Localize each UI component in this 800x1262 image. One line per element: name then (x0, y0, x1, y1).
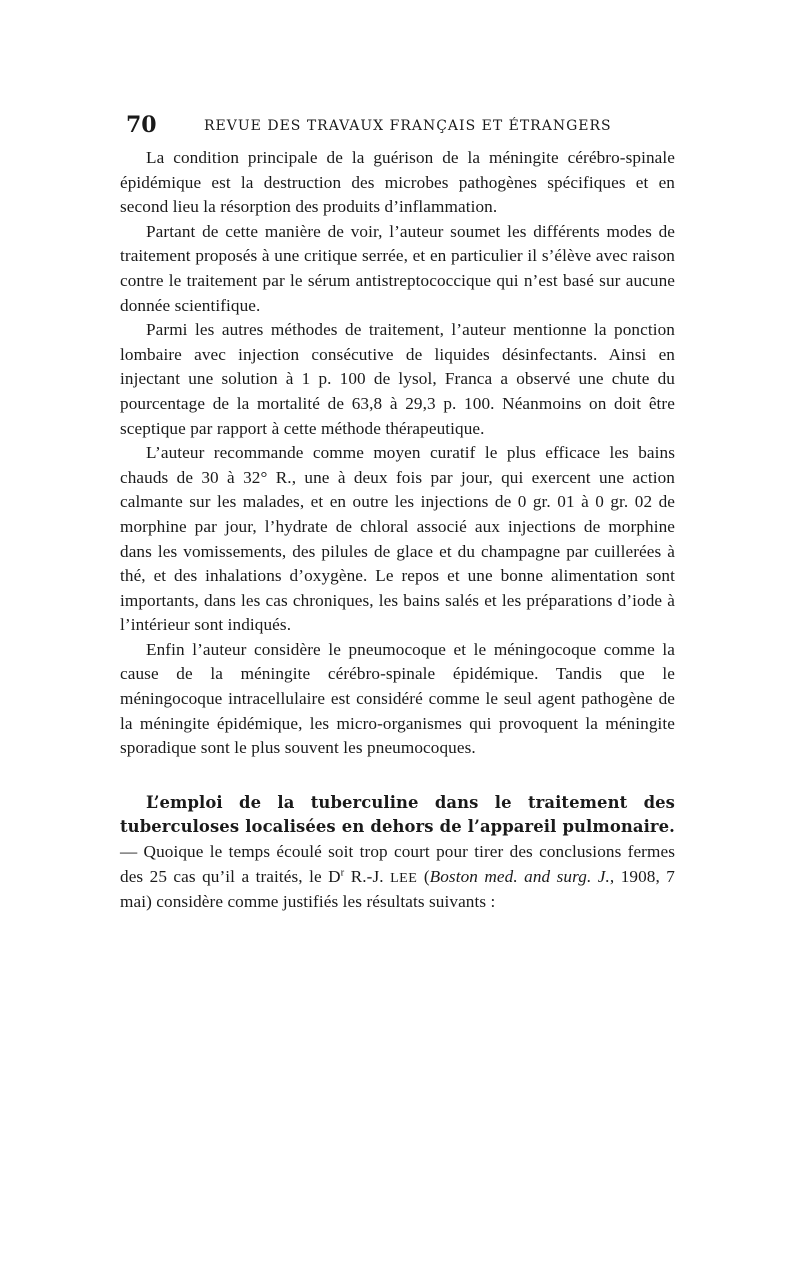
article-text-3: ( (417, 866, 430, 886)
paragraph-4: L’auteur recommande comme moyen curatif le plus efficace les bains chauds de 30 à 32° R., une à deux fois par jour, qui exercent une action calmante sur les malades, et en outre les injections de 0 gr. 01 à 0 gr. 02 de morphine par jour, l’hydrate de chloral associé aux injections de morphine dans les vomissements, des pilules de glace et du champagne par cuillerées à thé, et des inhalations d’oxygène. Le repos et une bonne alimentation sont importants, dans les cas chroniques, les bains salés et les préparations d’iode à l’intérieur sont indiqués. (120, 443, 675, 635)
paragraph-1: La condition principale de la guérison de la méningite cérébro-spinale épidémique est la destruction des microbes pathogènes spécifiques et en second lieu la résorption des produits d’inflammation. (120, 148, 675, 217)
article-title: L’emploi de la tuberculine dans le traitement des tuberculoses localisées en dehors de l’appareil pulmonaire. (120, 792, 675, 837)
page-number: 70 (126, 112, 157, 138)
article-text-1: — Quoique le temps écoulé soit trop court pour tirer des conclusions fermes des 25 cas qu’il a traités, le D (120, 842, 675, 886)
doctor-superscript: r (340, 866, 345, 878)
paragraph-2: Partant de cette manière de voir, l’auteur soumet les différents modes de traitement proposés à une critique serrée, et en particulier il s’élève avec raison contre le traitement par le sérum antistreptococcique qui n’est basé sur aucune donnée scientifique. (120, 221, 675, 315)
page (120, 112, 675, 915)
article-text-4: , 1908, 7 mai) considère comme justifiés les résultats suivants : (120, 866, 675, 912)
paragraph-5: Enfin l’auteur considère le pneumocoque et le méningocoque comme la cause de la méningite cérébro-spinale épidémique. Tandis que le méningocoque intracellulaire est considéré comme le seul agent pathogène de la méningite épidémique, les micro-organismes qui provoquent la méningite sporadique sont le plus souvent les pneumocoques. (120, 639, 675, 758)
author-name: LEE (390, 869, 418, 886)
running-head (120, 112, 675, 142)
article-separator (120, 761, 675, 791)
running-title: REVUE DES TRAVAUX FRANÇAIS ET ÉTRANGERS (204, 118, 612, 134)
article-text-2: R.-J. (344, 866, 391, 886)
paragraph-3: Parmi les autres méthodes de traitement, l’auteur mentionne la ponction lombaire avec injection consécutive de liquides désinfectants. Ainsi en injectant une solution à 1 p. 100 de lysol, Franca a observé une chute du pourcentage de la mortalité de 63,8 à 29,3 p. 100. Néanmoins on doit être sceptique par rapport à cette méthode thérapeutique. (120, 320, 675, 438)
article-paragraph (120, 791, 675, 915)
journal-citation: Boston med. and surg. J. (429, 866, 610, 886)
